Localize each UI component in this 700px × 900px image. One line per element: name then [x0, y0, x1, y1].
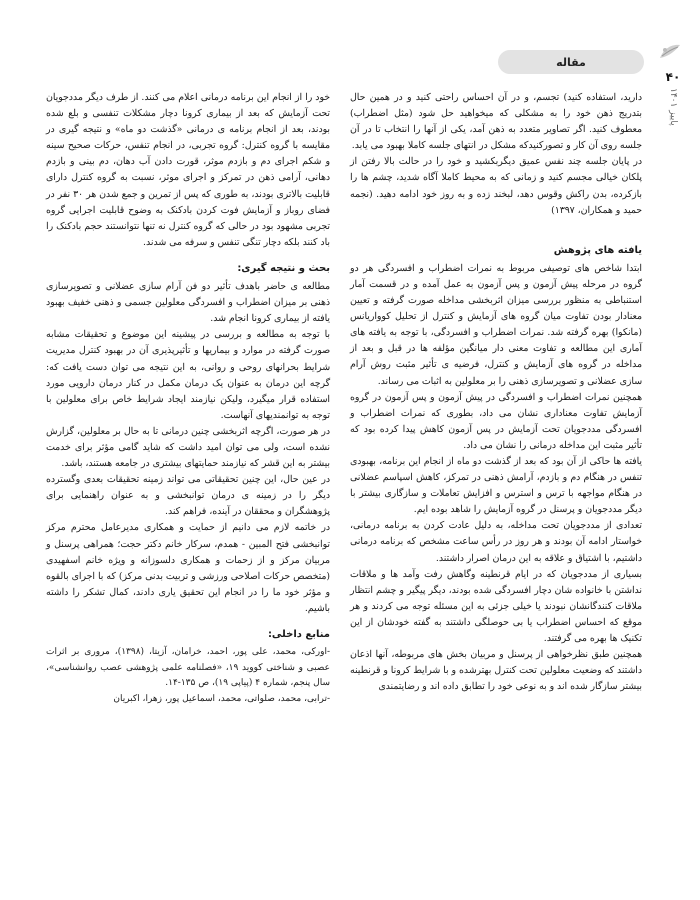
paragraph: در هر صورت، اگرچه اثربخشی چنین درمانی تا به حال بر معلولین، گزارش نشده است، ولی می توان امید داشت که شاید گامی مؤثر برای خدمت بیشتر به این قشر که نیازمند حمایتهای بیشتری در جامعه هستند، باشد. [46, 425, 330, 470]
left-column [46, 90, 330, 707]
references-heading: منابع داخلی: [267, 629, 330, 640]
paragraph: با توجه به مطالعه و بررسی در پیشینه این موضوع و تحقیقات مشابه صورت گرفته در موارد و بیماریها و تأثیرپذیری آن در بهبود کنترل مدیریت شرایط بحرانهای روحی و روانی، به این نتیجه می توان دست یافت که: گرچه این درمان به عنوان یک درمان مکمل در کنار درمان دارویی مورد استفاده قرار میگیرد، ولیکن نیازمند ایجاد شرایط خاص برای معلولین با توجه به توانمندیهای آنهاست. [46, 329, 330, 421]
discussion-heading: بحث و نتیجه گیری: [237, 262, 330, 274]
paragraph: یافته ها حاکی از آن بود که بعد از گذشت دو ماه از انجام این برنامه، بهبودی تنفس در هنگام دم و بازدم، آرامش ذهنی در تمرکز، کاهش اسپاسم عضلانی در هنگام مواجهه با ترس و استرس و افزایش تعاملات و سازگاری بیشتر با دیگر مددجویان و پرسنل در گروه آزمایش را شاهد بوده ایم. [350, 455, 642, 516]
paragraph: همچنین نمرات اضطراب و افسردگی در پیش آزمون و پس آزمون در گروه آزمایش تفاوت معناداری نشان می داد، بطوری که نمرات اضطراب و افسردگی مددجویان تحت آزمایش در پس آزمون کاهش پیدا کرده بود که تأثیر مثبت این مداخله درمانی را نشان می داد. [350, 391, 642, 451]
section-label [498, 50, 644, 74]
paragraph: در پایان جلسه چند نفس عمیق دیگربکشید و خود را در حالت بالا رفتن از پلکان خیالی مجسم کنید و زمانی که به محیط کاملا آگاه شدید، چشم ها را بازکرده، بدن راکش وقوس دهد، لبخند زده و به روز خود ادامه دهید. (نجمه حمید و همکاران، ۱۳۹۷) [350, 156, 642, 216]
reference-item: -ترابی، محمد، صلواتی، محمد، اسماعیل پور، زهرا، اکبریان [113, 693, 330, 704]
paragraph: همچنین طبق نظرخواهی از پرسنل و مربیان بخش های مربوطه، آنها اذعان داشتند که وضعیت معلولین تحت کنترل بهترشده و با شرایط کرونا و قرنطینه بیشتر سازگار شده اند و به نوعی خود را تطابق داده اند و رضایتمندی [350, 649, 642, 693]
page-sidebar [664, 70, 682, 130]
paragraph: خود را از انجام این برنامه درمانی اعلام می کنند. از طرف دیگر مددجویان تحت آزمایش که بعد از بیماری کرونا دچار مشکلات تنفسی و بلع شده بودند، بعد از انجام برنامه ی درمانی «گذشت دو ماه» و نتیجه گیری در مقایسه با گروه کنترل: گروه تجربی، در انجام تنفس، حرکات صحیح سینه و شکم اجرای دم و بازدم موثر، قورت دادن آب دهان، دم بینی و بازدم دهانی، آرامی ذهن در تمرکز و اجرای موثر، نسبت به گروه کنترل دارای قابلیت بالاتری بودند، به طوری که پس از تمرین و جمع شدن هر ۳۰ نفر در فضای روباز و آزمایش فوت کردن بادکنک به وضوح قابلیت اجرایی گروه تجربی مشهود بود در حالی که گروه کنترل نه تنها نتوانستند حجم بادکنک را باد کنند بلکه دچار تنگی تنفس و سرفه می شدند. [46, 92, 330, 248]
findings-heading: یافته های پژوهش [553, 244, 642, 256]
reference-item: -اورکی، محمد، علی پور، احمد، خرامان، آزیتا، (۱۳۹۸)، مروری بر اثرات عصبی و شناختی کووید ۱۹، «فصلنامه علمی پژوهشی عصب روانشناسی»، سال پنجم، شماره ۴ (پیاپی ۱۹)، ص ۱۳۵-۱۴. [46, 647, 330, 689]
section-title: مقاله [556, 55, 586, 69]
right-column [350, 90, 642, 695]
paragraph: در خاتمه لازم می دانیم از حمایت و همکاری مدیرعامل محترم مرکز توانبخشی فتح المبین - همدم، سرکار خانم دکتر حجت؛ همراهی پرسنل و مربیان مرکز و از زحمات و همکاری دلسوزانه و ویژه خانم اسفهیدی (متخصص حرکات اصلاحی ورزشی و تربیت بدنی مرکز) که با اجرای بالقوه و مؤثر خود ما را در انجام این تحقیق یاری دادند، کمال تشکر را داشته باشیم. [46, 522, 330, 614]
paragraph: ابتدا شاخص های توصیفی مربوط به نمرات اضطراب و افسردگی هر دو گروه در مرحله پیش آزمون و پس آزمون به عمل آمده و در قسمت آمار استنباطی به منظور بررسی میزان اثربخشی مداخله صورت گرفته و تعیین معنادار بودن تفاوت میان گروه های آزمایش و کنترل از تحلیل کوواریانس (مانکوا) بهره گرفته شد. نمرات اضطراب و افسردگی، با توجه به یافته های آماری این مطالعه و تفاوت معنی دار میانگین مؤلفه ها در قبل و بعد از مداخله در گروه های آزمایش و کنترل، فرضیه ی تأثیر مثبت روش آرام سازی عضلانی و تصویرسازی ذهنی را بر معلولین به اثبات می رساند. [350, 262, 642, 387]
leaf-ornament-icon [658, 42, 682, 62]
page-number: ۴۰ [665, 70, 681, 84]
paragraph: دارید، استفاده کنید) تجسم، و در آن احساس راحتی کنید و در همین حال بتدریج ذهن خود را به مشکلی که میخواهید حل شود (مثل اضطراب) معطوف کنید. اگر تصاویر متعدد به ذهن آمد، یکی از آنها را انتخاب تا در آن جلسه روی آن کار و تصورکنیدکه مشکل در انتهای جلسه کاملا بهبود می یابد. [350, 92, 642, 152]
paragraph: تعدادی از مددجویان تحت مداخله، به دلیل عادت کردن به برنامه درمانی، خواستار ادامه آن بودند و هر روز در رأس ساعت مشخص که برنامه درمانی داشتیم، با اشتیاق و علاقه به این درمان اصرار داشتند. [350, 520, 642, 564]
paragraph: بسیاری از مددجویان که در ایام قرنطینه وگاهش رفت وآمد ها و ملاقات نداشتن با خانواده شان دچار افسردگی شده بودند، دیگر پیگیر و چشم انتظار ملاقات کنندگانشان نبودند یا خیلی جزئی به این مسئله توجه می کردند و هر موقع که احساس اضطراب یا بی حوصلگی داشتند به گفته خودشان از این تکنیک ها بهره می گرفتند. [350, 568, 642, 644]
paragraph: در عین حال، این چنین تحقیقاتی می تواند زمینه تحقیقات بعدی وگسترده دیگر را در زمینه ی درمان توانبخشی و به عنوان راهنمایی برای پژوهشگران و محققان در آینده، فراهم کند. [46, 474, 330, 518]
issue-label: پاییز ۱۴۰۱ [668, 88, 678, 126]
paragraph: مطالعه ی حاضر باهدف تأثیر دو فن آرام سازی عضلانی و تصویرسازی ذهنی بر میزان اضطراب و افسردگی معلولین جسمی و ذهنی خفیف بهبود یافته از بیماری کرونا انجام شد. [46, 281, 330, 325]
